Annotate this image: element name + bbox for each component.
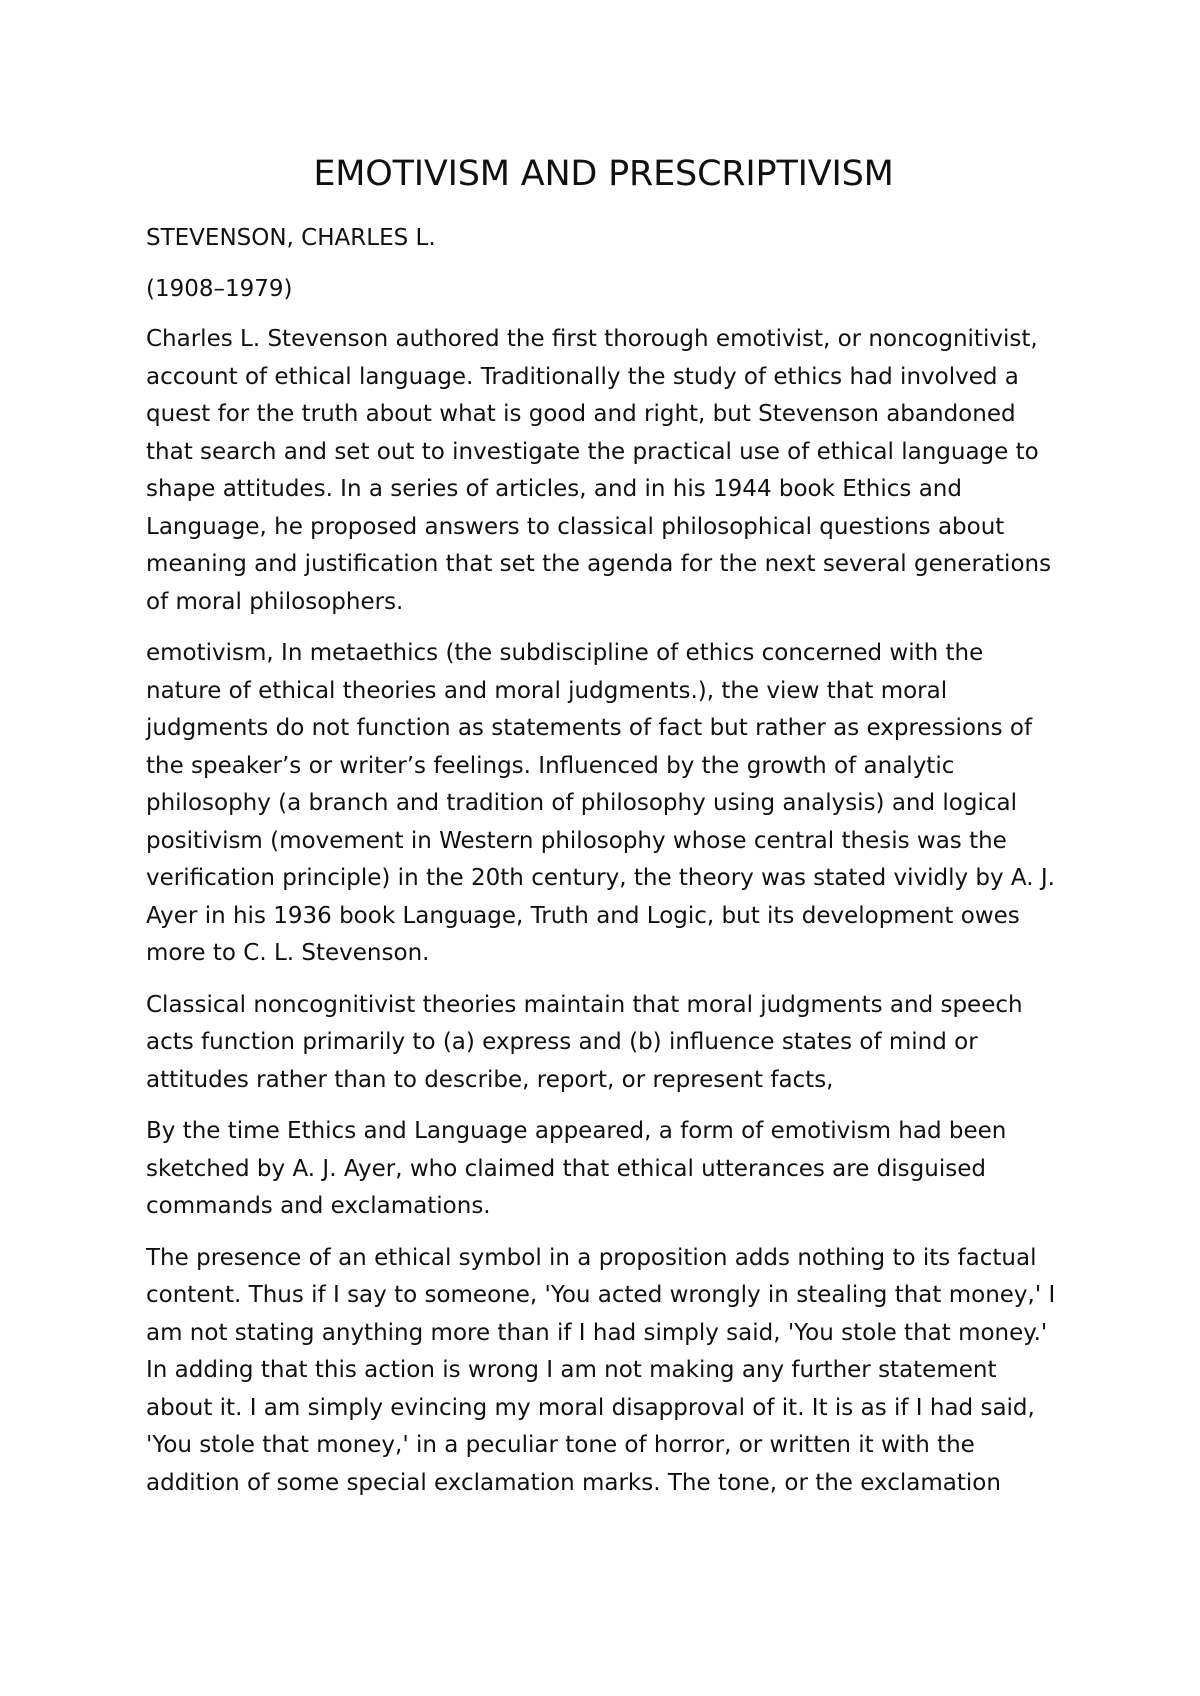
document-body	[146, 150, 1061, 1516]
paragraph-noncognitivist-theories: Classical noncognitivist theories maintain that moral judgments and speech acts function primarily to (a) express and (b) influence states of mind or attitudes rather than to describe, report, or represent facts,	[146, 991, 1023, 1093]
document-title: EMOTIVISM AND PRESCRIPTIVISM	[313, 154, 894, 194]
author-dates: (1908–1979)	[146, 275, 293, 302]
paragraph-stevenson-intro: Charles L. Stevenson authored the first thorough emotivist, or noncognitivist, account of ethical language. Traditionally the study of ethics had involved a quest for the truth about what is good and right, but Stevenson abandoned that search and set out to investigate the practical use of ethical language to shape attitudes. In a series of articles, and in his 1944 book Ethics and Language, he proposed answers to classical philosophical questions about meaning and justification that set the agenda for the next several generations of moral philosophers.	[146, 326, 1052, 615]
paragraph-ethical-symbol: The presence of an ethical symbol in a proposition adds nothing to its factual content. Thus if I say to someone, 'You acted wrongly in stealing that money,' I am not stating anything more than if I had simply said, 'You stole that money.' In adding that this action is wrong I am not making any further statement about it. I am simply evincing my moral disapproval of it. It is as if I had said, 'You stole that money,' in a peculiar tone of horror, or written it with the addition of some special exclamation marks. The tone, or the exclamation	[146, 1244, 1056, 1496]
paragraph-ayer-emotivism: By the time Ethics and Language appeared, a form of emotivism had been sketched by A. J. Ayer, who claimed that ethical utterances are disguised commands and exclamations.	[146, 1118, 1007, 1219]
paragraph-emotivism-definition: emotivism, In metaethics (the subdiscipline of ethics concerned with the nature of ethical theories and moral judgments.), the view that moral judgments do not function as statements of fact but rather as expressions of the speaker’s or writer’s feelings. Influenced by the growth of analytic philosophy (a branch and tradition of philosophy using analysis) and logical positivism (movement in Western philosophy whose central thesis was the verification principle) in the 20th century, the theory was stated vividly by A. J. Ayer in his 1936 book Language, Truth and Logic, but its development owes more to C. L. Stevenson.	[146, 640, 1055, 966]
author-name: STEVENSON, CHARLES L.	[146, 225, 436, 251]
